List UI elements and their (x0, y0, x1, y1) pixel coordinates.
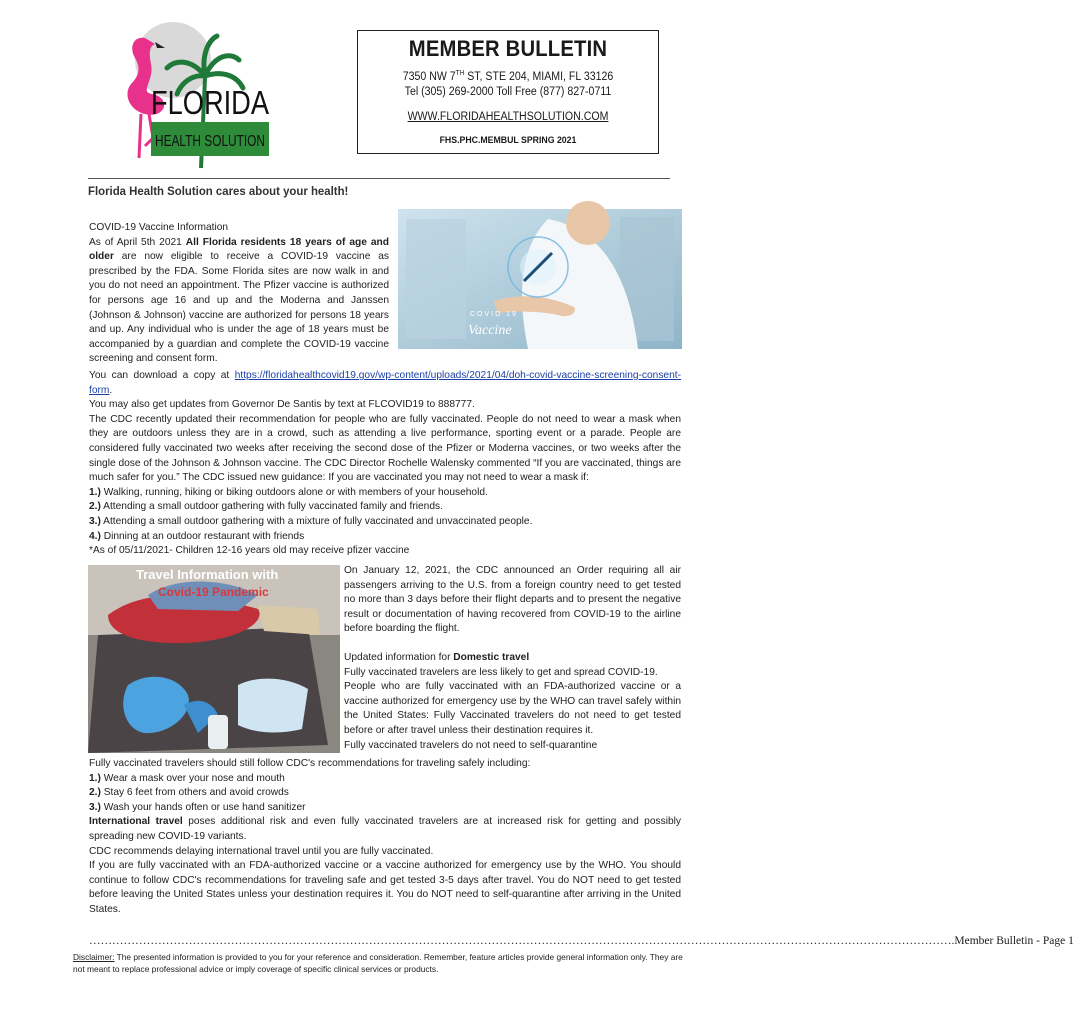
international-travel (89, 757, 681, 918)
list-item (89, 786, 681, 801)
covid-text-pre: As of April 5th 2021 (89, 236, 186, 248)
address-sup: TH (455, 70, 465, 77)
logo-text-florida: FLORIDA (151, 84, 269, 121)
list-num: 3.) (89, 801, 101, 813)
covid-title: COVID-19 Vaccine Information (89, 222, 229, 233)
florida-health-solution-logo (105, 18, 285, 168)
spacer (344, 637, 681, 651)
download-post: . (109, 384, 113, 396)
domestic-heading (344, 651, 681, 666)
updates-line: You may also get updates from Governor De Santis by text at FLCOVID19 to 888777. (89, 399, 475, 411)
intl-text: poses additional risk and even fully vaccinated travelers are at increased risk for getting and possibly spreading new COVID-19 variants. (89, 816, 681, 842)
list-item (89, 486, 681, 501)
travel-info (344, 564, 681, 753)
covid-vaccine-info (89, 221, 389, 367)
intl-delay: CDC recommends delaying international travel until you are fully vaccinated. (89, 845, 434, 857)
disclaimer (73, 951, 693, 975)
list-item (89, 530, 681, 545)
travel-banner-line2: Covid-19 Pandemic (158, 585, 269, 599)
travel-image (88, 565, 340, 753)
cdc-paragraph: The CDC recently updated their recommendation for people who are fully vaccinated. People do not need to wear a mask when they are outdoors unless they are in a crowd, such as attending a live performance, sporting event or a parade. People are considered fully vaccinated two weeks after receiving the second dose of the Pfizer or Moderna vaccines, or two weeks after the single dose of the Johnson & Johnson vaccine. The CDC Director Rochelle Walensky commented “If you are vaccinated, things are much safer for you.” The CDC issued new guidance: If you are vaccinated you may not need to wear a mask if: (89, 413, 681, 484)
domestic-line-1: Fully vaccinated travelers are less likely to get and spread COVID-19. (344, 666, 658, 678)
list-text: Dinning at an outdoor restaurant with friends (100, 530, 305, 542)
list-text: Wear a mask over your nose and mouth (100, 772, 285, 784)
bulletin-code: FHS.PHC.MEMBUL SPRING 2021 (439, 134, 577, 146)
list-text: Stay 6 feet from others and avoid crowds (100, 787, 289, 799)
bulletin-title: MEMBER BULLETIN (408, 36, 608, 61)
list-num: 2.) (89, 501, 101, 513)
list-text: Attending a small outdoor gathering with a mixture of fully vaccinated and unvaccinated people. (100, 515, 533, 527)
domestic-bold: Domestic travel (453, 651, 530, 663)
vaccine-image (398, 209, 682, 349)
covid-paragraph (89, 236, 389, 367)
page-number: ……………………………………………………………………………………………………………………………………………………………………………………………………….Member Bulletin - Page 1 (89, 935, 1074, 947)
address-post: ST, STE 204, MIAMI, FL 33126 (464, 70, 614, 83)
consent-form-link[interactable]: https://floridahealthcovid19.gov/wp-content/uploads/2021/04/doh-covid-vaccine-screening-consent-form (89, 370, 681, 396)
list-item (89, 801, 681, 816)
list-num: 1.) (89, 772, 101, 784)
vaccine-caption-vaccine: Vaccine (468, 323, 512, 338)
covid-text-bold: All Florida residents 18 years of age and older (89, 236, 389, 263)
list-text: Wash your hands often or use hand sanitizer (100, 801, 306, 813)
page-heading: Florida Health Solution cares about your health! (88, 184, 349, 198)
domestic-line-3: Fully vaccinated travelers do not need to self-quarantine (344, 739, 598, 751)
children-note: *As of 05/11/2021- Children 12-16 years old may receive pfizer vaccine (89, 545, 410, 557)
intl-final: If you are fully vaccinated with an FDA-authorized vaccine or a vaccine authorized for emergency use by the WHO. You should continue to follow CDC's recommendations for traveling safe and get tested 3-5 days after travel. You do NOT need to get tested before leaving the United States unless your destination requires it. You do NOT need to self-quarantine after arriving in the United States. (89, 860, 681, 915)
list-num: 2.) (89, 787, 101, 799)
domestic-line-2: People who are fully vaccinated with an FDA-authorized vaccine or a vaccine authorized for emergency use by the WHO can travel safely within the United States: Fully Vaccinated travelers do not need to get tested before or after travel unless their destination requires it. (344, 681, 681, 736)
disclaimer-label: Disclaimer: (73, 952, 115, 962)
list-text: Walking, running, hiking or biking outdoors alone or with members of your household. (100, 486, 488, 498)
domestic-pre: Updated information for (344, 651, 454, 663)
divider (88, 178, 670, 179)
intl-intro: Fully vaccinated travelers should still follow CDC's recommendations for traveling safely including: (89, 758, 531, 769)
intl-bold: International travel (89, 816, 183, 828)
list-num: 4.) (89, 530, 101, 542)
website-link[interactable]: WWW.FLORIDAHEALTHSOLUTION.COM (407, 110, 609, 123)
cdc-guidance (89, 369, 681, 559)
member-bulletin-header (357, 30, 659, 154)
list-num: 3.) (89, 515, 101, 527)
vaccine-caption-covid: COVID 19 (470, 311, 518, 318)
page-footer (89, 935, 1074, 947)
address-pre: 7350 NW 7 (402, 70, 456, 83)
travel-order-paragraph: On January 12, 2021, the CDC announced an Order requiring all air passengers arriving to the U.S. from a foreign country need to get tested no more than 3 days before their flight departs and to present the negative result or documentation of having recovered from COVID-19 to the airline before boarding the flight. (344, 565, 681, 635)
address (370, 66, 646, 85)
disclaimer-text: The presented information is provided to you for your reference and consideration. Remember, feature articles provide general information only. They are not meant to replace professional advice or imply coverage of specific clinical services or products. (73, 952, 683, 974)
phone: Tel (305) 269-2000 Toll Free (877) 827-0711 (404, 85, 612, 98)
list-num: 1.) (89, 486, 101, 498)
list-item (89, 515, 681, 530)
intl-risk (89, 815, 681, 844)
travel-banner-line1: Travel Information with (136, 567, 279, 582)
list-item (89, 772, 681, 787)
download-line (89, 369, 681, 398)
list-text: Attending a small outdoor gathering with fully vaccinated family and friends. (100, 501, 443, 513)
list-item (89, 500, 681, 515)
download-pre: You can download a copy at (89, 370, 235, 381)
logo-text-health-solution: HEALTH SOLUTION (155, 133, 265, 150)
covid-text-post: are now eligible to receive a COVID-19 vaccine as prescribed by the FDA. Some Florida sites are now walk in and you do not need an appointment. The Pfizer vaccine is authorized for persons age 16 and up and the Moderna and Janssen (Johnson & Johnson) vaccine are authorized for persons 18 years and up. Any individual who is under the age of 18 years must be accompanied by a guardian and complete the COVID-19 vaccine screening and consent form. (89, 251, 389, 365)
